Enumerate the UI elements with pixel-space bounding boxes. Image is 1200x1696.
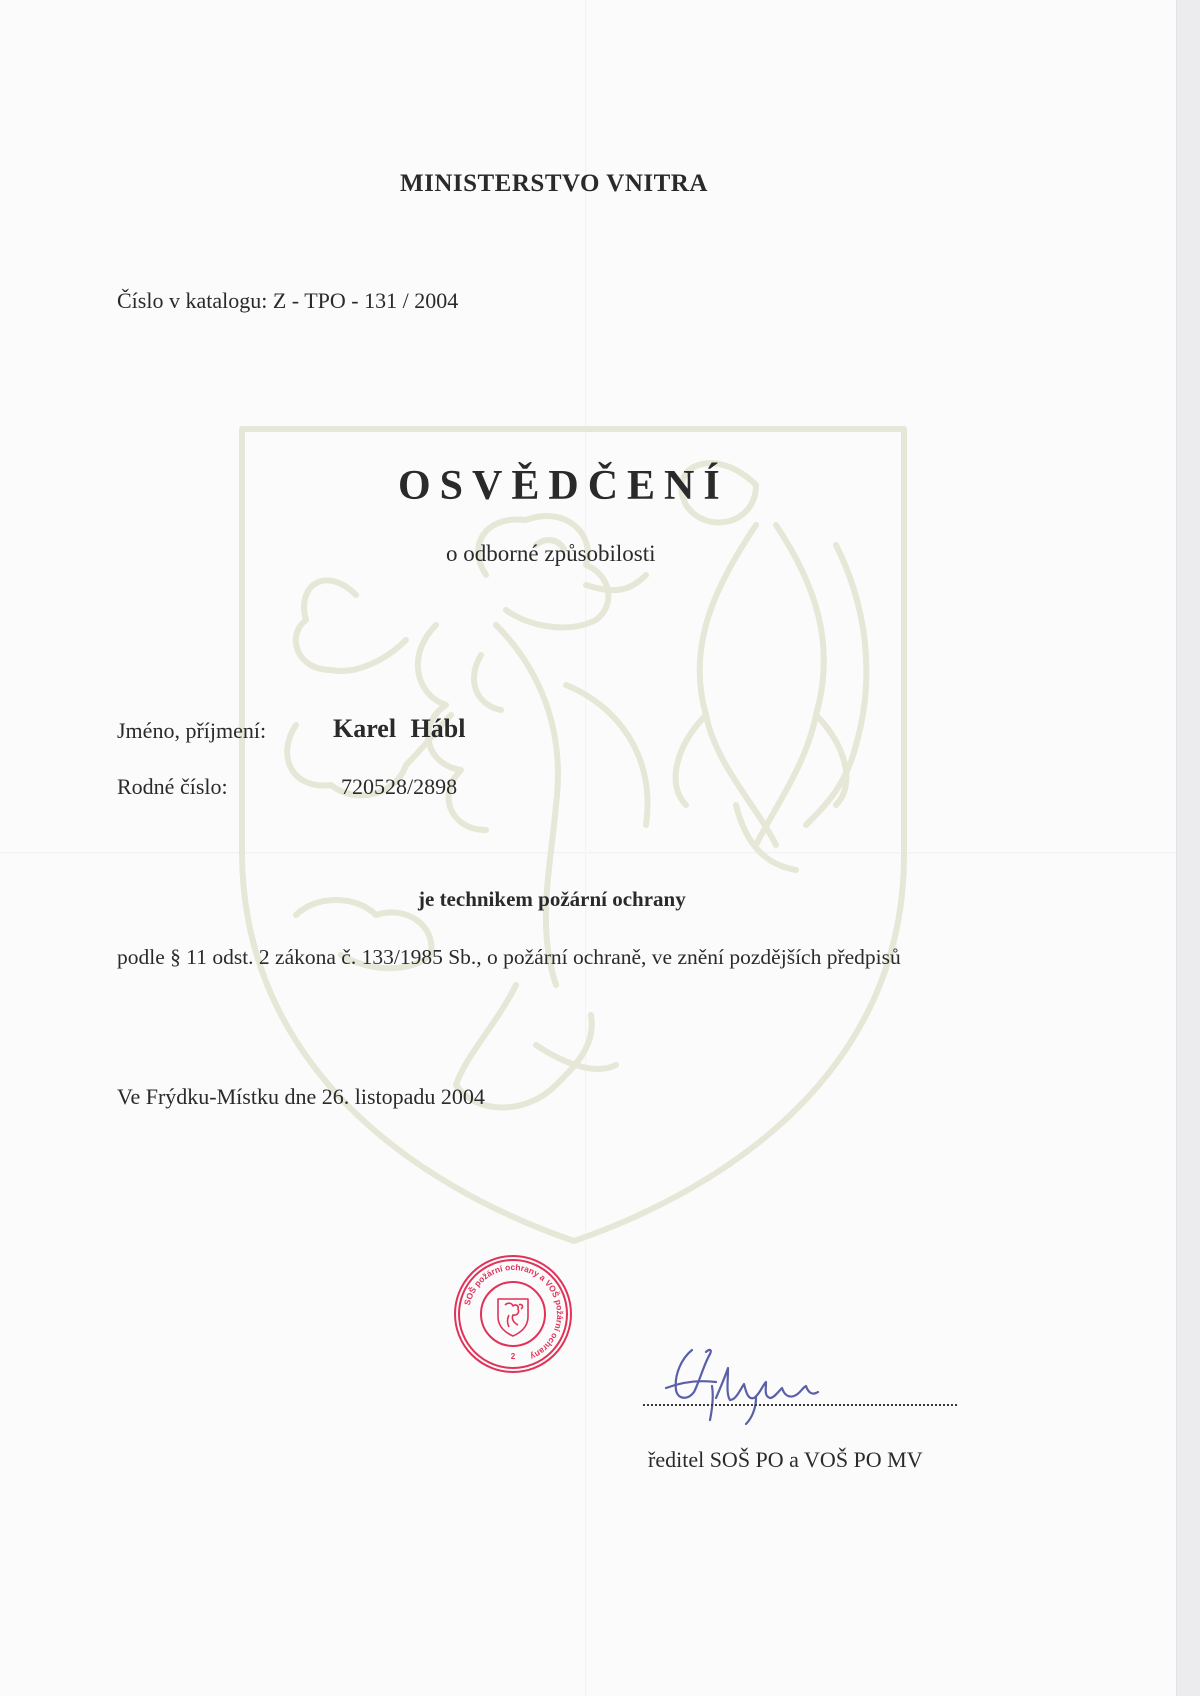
handwritten-signature [652, 1338, 852, 1430]
legal-basis: podle § 11 odst. 2 zákona č. 133/1985 Sb., o požární ochraně, ve znění pozdějších předpisů [117, 945, 901, 969]
name-value: Karel Hábl [333, 714, 466, 743]
qualification-statement: je technikem požární ochrany [418, 887, 686, 911]
stamp-number: 2 [510, 1352, 516, 1361]
birth-number-value: 720528/2898 [341, 774, 458, 799]
paper-edge [1176, 0, 1200, 1696]
official-stamp-icon [452, 1253, 574, 1375]
ministry-heading: MINISTERSTVO VNITRA [400, 170, 708, 197]
signatory-title: ředitel SOŠ PO a VOŠ PO MV [648, 1447, 923, 1472]
svg-text:SOŠ požární ochrany a VOŠ požá [462, 1262, 565, 1362]
stamp-outer-text: SOŠ požární ochrany a VOŠ požární ochrany [461, 1261, 566, 1363]
signature-line [643, 1404, 957, 1406]
birth-number-label: Rodné číslo: [117, 774, 228, 799]
catalog-number: Číslo v katalogu: Z - TPO - 131 / 2004 [117, 288, 459, 313]
document-subtitle: o odborné způsobilosti [446, 541, 656, 566]
name-label: Jméno, příjmení: [117, 718, 267, 743]
place-and-date: Ve Frýdku-Místku dne 26. listopadu 2004 [117, 1084, 485, 1109]
document-title: OSVĚDČENÍ [398, 463, 729, 509]
